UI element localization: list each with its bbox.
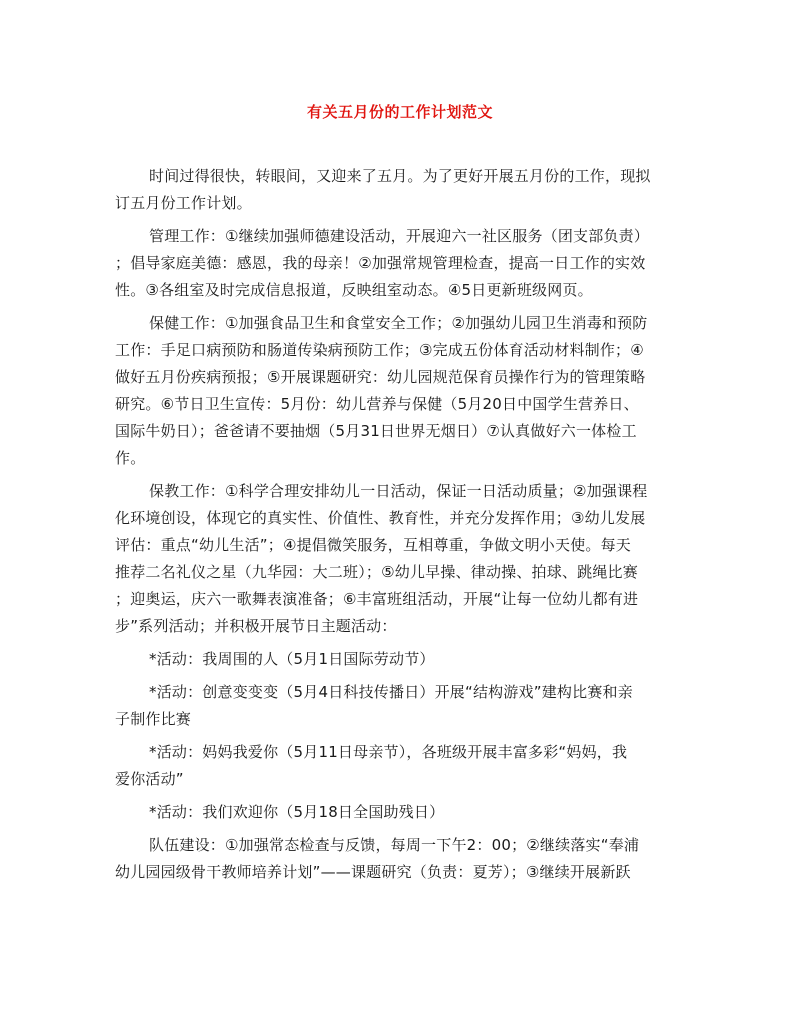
- text-line: *活动：我周围的人（5月1日国际劳动节）: [149, 650, 435, 668]
- paragraph-activity-3: [115, 739, 700, 793]
- text-line: 国际牛奶日）；爸爸请不要抽烟（5月31日世界无烟日）⑦认真做好六一体检工: [115, 422, 637, 440]
- text-line: 研究。⑥节日卫生宣传：5月份：幼儿营养与保健（5月20日中国学生营养日、: [115, 395, 639, 413]
- paragraph-activity-2: [115, 679, 700, 733]
- document-body: [115, 163, 700, 892]
- text-line: 时间过得很快，转眼间，又迎来了五月。为了更好开展五月份的工作，现拟: [149, 167, 651, 185]
- paragraph-intro: [115, 163, 700, 217]
- text-line: *活动：我们欢迎你（5月18日全国助残日）: [149, 803, 445, 821]
- text-line: 爱你活动”: [115, 770, 184, 788]
- paragraph-activity-4: [115, 799, 700, 826]
- text-line: 步”系列活动；并积极开展节日主题活动：: [115, 617, 397, 635]
- text-line: ；迎奥运，庆六一歌舞表演准备；⑥丰富班组活动，开展“让每一位幼儿都有进: [115, 590, 639, 608]
- text-line: *活动：创意变变变（5月4日科技传播日）开展“结构游戏”建构比赛和亲: [149, 683, 633, 701]
- text-line: 保教工作：①科学合理安排幼儿一日活动，保证一日活动质量；②加强课程: [149, 482, 648, 500]
- text-line: 幼儿园园级骨干教师培养计划”——课题研究（负责：夏芳）；③继续开展新跃: [115, 863, 631, 881]
- text-line: 评估：重点“幼儿生活”；④提倡微笑服务，互相尊重，争做文明小天使。每天: [115, 536, 631, 554]
- text-line: *活动：妈妈我爱你（5月11日母亲节），各班级开展丰富多彩“妈妈，我: [149, 743, 628, 761]
- paragraph-management: [115, 223, 700, 304]
- text-line: 性。③各组室及时完成信息报道，反映组室动态。④5日更新班级网页。: [115, 281, 593, 299]
- text-line: 推荐二名礼仪之星（九华园：大二班）；⑤幼儿早操、律动操、拍球、跳绳比赛: [115, 563, 638, 581]
- text-line: 化环境创设，体现它的真实性、价值性、教育性，并充分发挥作用；③幼儿发展: [115, 509, 646, 527]
- paragraph-activity-1: [115, 646, 700, 673]
- text-line: 保健工作：①加强食品卫生和食堂安全工作；②加强幼儿园卫生消毒和预防: [149, 314, 648, 332]
- text-line: 队伍建设：①加强常态检查与反馈，每周一下午2：00；②继续落实“奉浦: [149, 836, 640, 854]
- text-line: ；倡导家庭美德：感恩，我的母亲！②加强常规管理检查，提高一日工作的实效: [115, 254, 646, 272]
- paragraph-education: [115, 478, 700, 640]
- text-line: 管理工作：①继续加强师德建设活动，开展迎六一社区服务（团支部负责）: [149, 227, 650, 245]
- text-line: 子制作比赛: [115, 710, 192, 728]
- document-title: 有关五月份的工作计划范文: [306, 103, 493, 121]
- text-line: 订五月份工作计划。: [115, 194, 252, 212]
- paragraph-health: [115, 310, 700, 472]
- text-line: 作。: [115, 449, 146, 467]
- paragraph-team: [115, 832, 700, 886]
- text-line: 工作：手足口病预防和肠道传染病预防工作；③完成五份体育活动材料制作；④: [115, 341, 644, 359]
- text-line: 做好五月份疾病预报；⑤开展课题研究：幼儿园规范保育员操作行为的管理策略: [115, 368, 646, 386]
